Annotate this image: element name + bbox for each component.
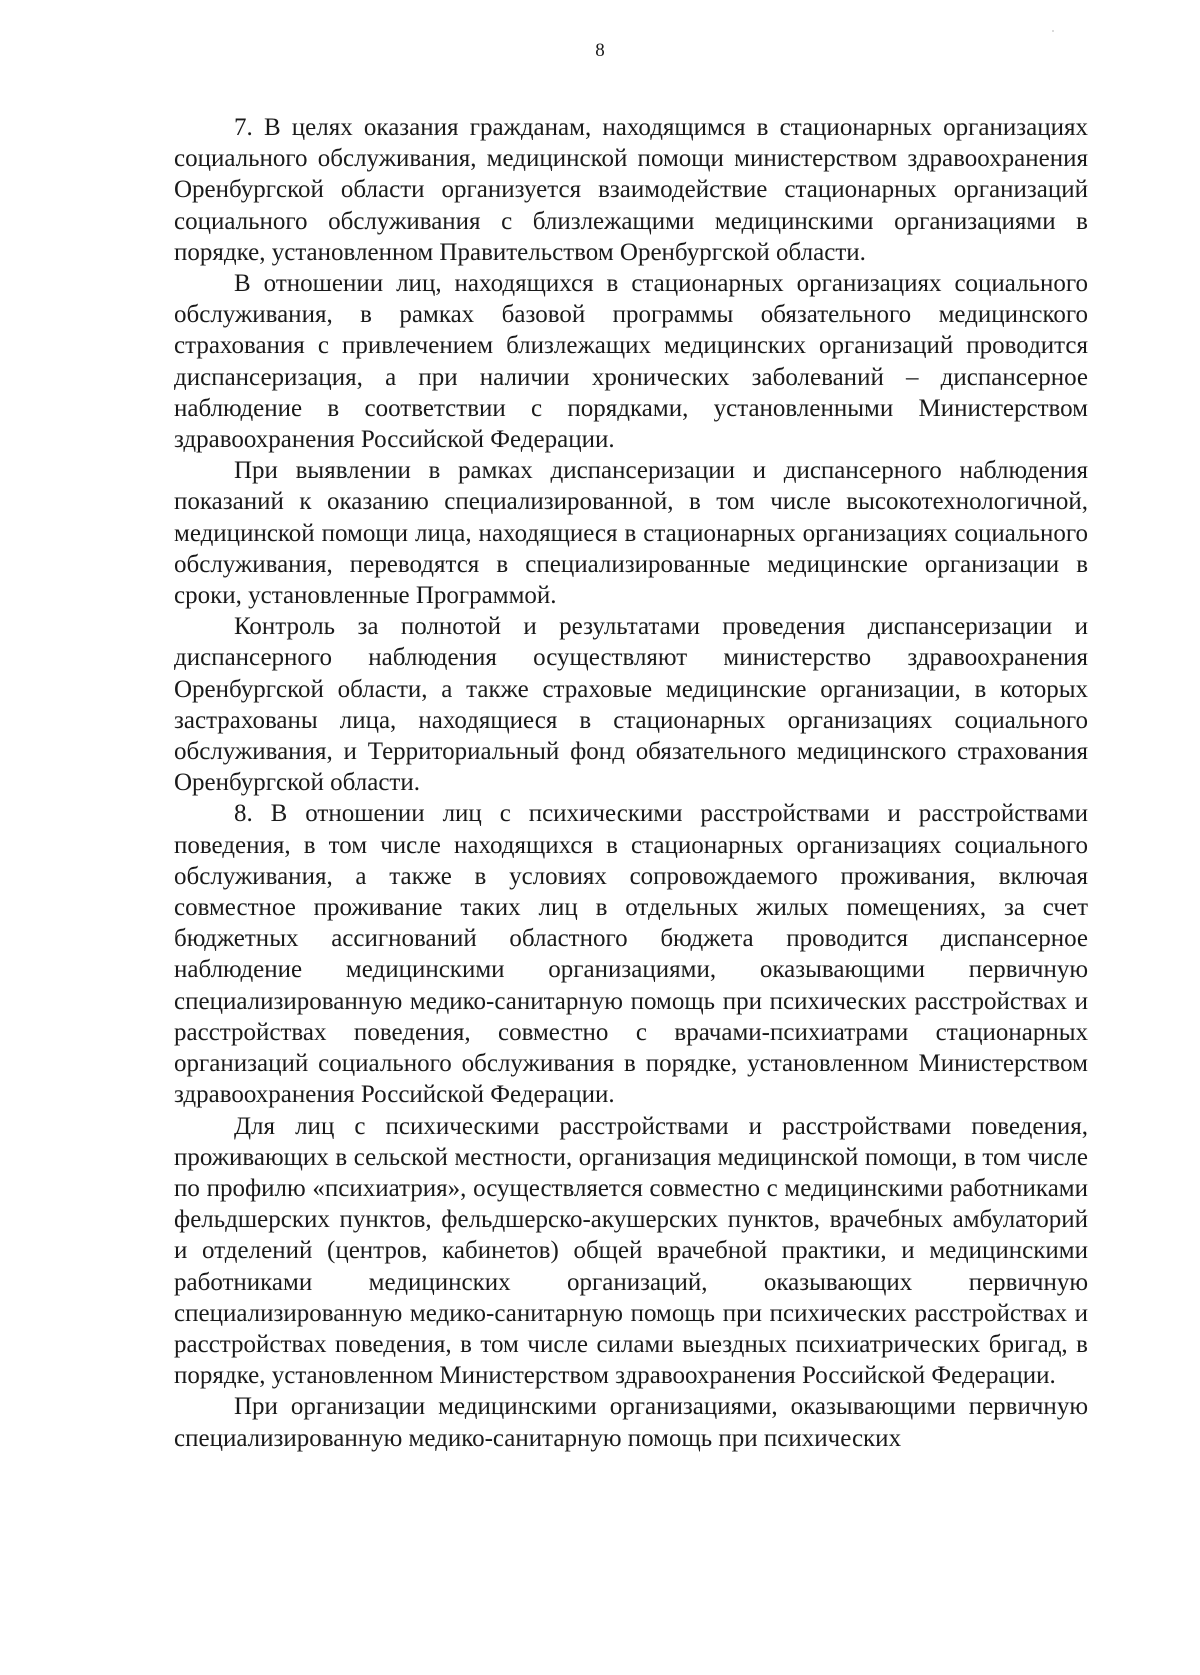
paragraph-specialized-care: При выявлении в рамках диспансеризации и диспансерного наблюдения показаний к оказанию специализированной, в том числе высокотехнологичной, медицинской помощи лица, находящиеся в стационарных организациях социального обслуживания, переводятся в специализированные медицинские организации в сроки, установленные Программой.: [174, 457, 1088, 610]
page-number: 8: [595, 40, 605, 61]
paragraph-dispensary-exam: В отношении лиц, находящихся в стационарных организациях социального обслуживания, в рамках базовой программы обязательного медицинского страхования с привлечением близлежащих медицинских организаций проводится диспансеризация, а при наличии хронических заболеваний – диспансерное наблюдение в соответствии с порядками, установленными Министерством здравоохранения Российской Федерации.: [174, 270, 1088, 454]
paragraph-7: 7. В целях оказания гражданам, находящимся в стационарных организациях социального обслуживания, медицинской помощи министерством здравоохранения Оренбургской области организуется взаимодействие стационарных организаций социального обслуживания с близлежащими медицинскими организациями в порядке, установленном Правительством Оренбургской области.: [174, 114, 1088, 266]
paragraph-control: Контроль за полнотой и результатами проведения диспансеризации и диспансерного наблюдения осуществляют министерство здравоохранения Оренбургской области, а также страховые медицинские организации, в которых застрахованы лица, находящиеся в стационарных организациях социального обслуживания, и Территориальный фонд обязательного медицинского страхования Оренбургской области.: [174, 613, 1088, 797]
body-text: [174, 112, 1088, 1454]
paragraph-8: 8. В отношении лиц с психическими расстройствами и расстройствами поведения, в том числе находящихся в стационарных организациях социального обслуживания, а также в условиях сопровождаемого проживания, включая совместное проживание таких лиц в отдельных жилых помещениях, за счет бюджетных ассигнований областного бюджета проводится диспансерное наблюдение медицинскими организациями, оказывающими первичную специализированную медико-санитарную помощь при психических расстройствах и расстройствах поведения, совместно с врачами-психиатрами стационарных организаций социального обслуживания в порядке, установленном Министерством здравоохранения Российской Федерации.: [174, 800, 1088, 1109]
scan-speck: [1052, 30, 1054, 32]
paragraph-organization: При организации медицинскими организациями, оказывающими первичную специализированную медико-санитарную помощь при психических: [174, 1393, 1088, 1452]
paragraph-rural-care: Для лиц с психическими расстройствами и расстройствами поведения, проживающих в сельской местности, организация медицинской помощи, в том числе по профилю «психиатрия», осуществляется совместно с медицинскими работниками фельдшерских пунктов, фельдшерско-акушерских пунктов, врачебных амбулаторий и отделений (центров, кабинетов) общей врачебной практики, и медицинскими работниками медицинских организаций, оказывающих первичную специализированную медико-санитарную помощь при психических расстройствах и расстройствах поведения, в том числе силами выездных психиатрических бригад, в порядке, установленном Министерством здравоохранения Российской Федерации.: [174, 1112, 1088, 1390]
